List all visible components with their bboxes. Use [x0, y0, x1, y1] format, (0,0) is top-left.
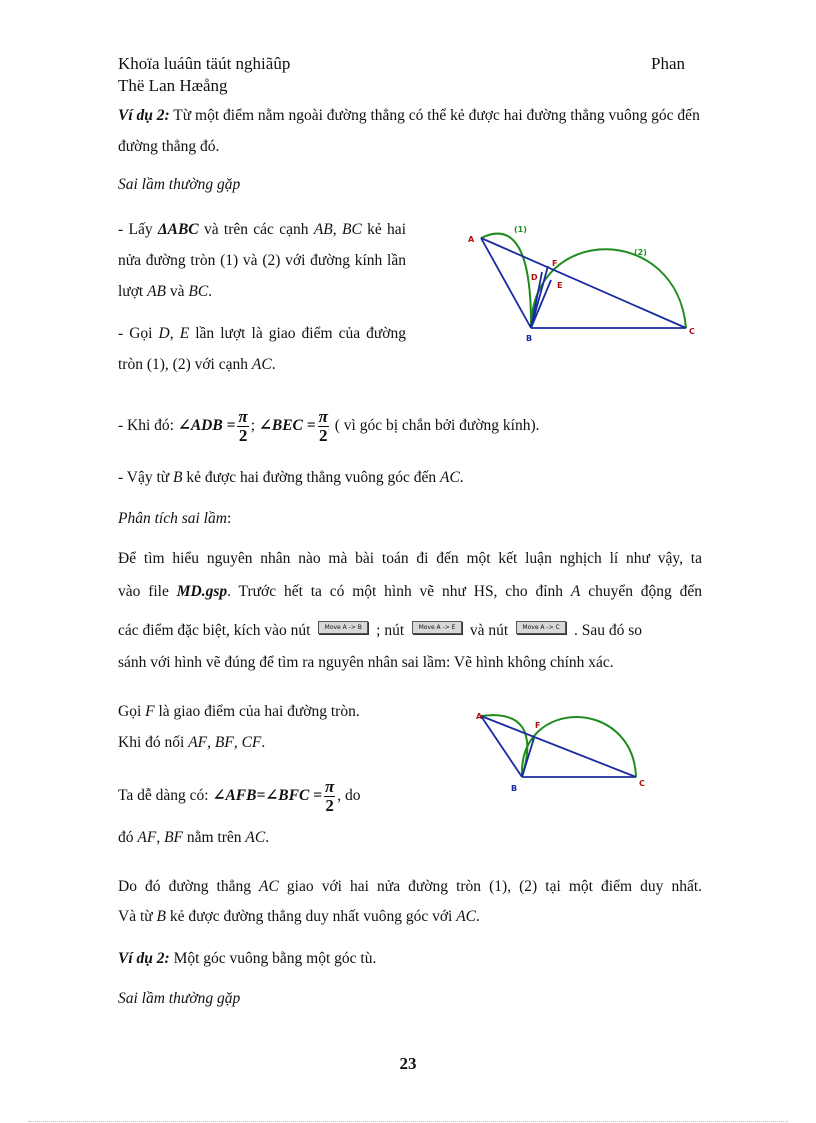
header-left-line1: Khoïa luáûn täút nghiãûp	[118, 54, 291, 73]
label-c: C	[639, 779, 645, 788]
label-a: A	[476, 712, 483, 721]
label-a: A	[468, 235, 475, 244]
figure-1-triangle-semicircles	[462, 208, 702, 348]
analysis-line-4: sánh với hình vẽ đúng để tìm ra nguyên nhân sai lầm: Vẽ hình không chính xác.	[118, 654, 614, 671]
label-b: B	[526, 334, 533, 343]
label-b: B	[511, 784, 518, 793]
triangle-abc: ΔABC	[157, 221, 199, 238]
file-name: MD.gsp	[176, 583, 228, 600]
step1-paragraph: - Lấy ΔABC và trên các cạnh AB, BC kẻ hai nửa đường tròn (1) và (2) với đường kính lần lượt AB và BC.	[118, 221, 406, 300]
analysis-line-2: vào file MD.gsp. Trước hết ta có một hình vẽ như HS, cho đỉnh A chuyển động đến	[118, 583, 703, 600]
step2-paragraph: - Gọi D, E lần lượt là giao điểm của đường tròn (1), (2) với cạnh AC.	[118, 325, 406, 373]
conclusion-line-2: Và từ B kẻ được đường thẳng duy nhất vuông góc với AC.	[118, 908, 480, 925]
label-d: D	[531, 273, 538, 282]
label-f: F	[535, 721, 541, 730]
conclusion-line-1: Do đó đường thẳng AC giao với hai nửa đường tròn (1), (2) tại một điểm duy nhất.	[118, 878, 703, 895]
analysis-heading: Phân tích sai lầm:	[118, 510, 232, 527]
segment-ac	[481, 716, 636, 777]
part2-line-2: Khi đó nối AF, BF, CF.	[118, 734, 266, 751]
part2-line-1: Gọi F là giao điểm của hai đường tròn.	[118, 703, 360, 720]
header-left-line2: Thë Lan Hæång	[118, 76, 228, 95]
move-a-to-e-button[interactable]: Move A -> E	[412, 621, 462, 634]
header-right-line1: Phan	[651, 54, 685, 73]
label-e: E	[557, 281, 563, 290]
common-mistake-heading-2: Sai lầm thường gặp	[118, 990, 241, 1007]
step3-paragraph: - Khi đó: ∠ADB = $\frac{\pi}{2}$ ; ∠BEC = $\frac{\pi}{2}$ ( vì góc bị chắn bởi đường kính).	[118, 406, 540, 445]
example1-text: Từ một điểm nằm ngoài đường thẳng có thể kẻ được hai đường thẳng vuông góc đến đường thẳng đó.	[118, 107, 700, 155]
example1-label: Ví dụ 2:	[118, 107, 170, 124]
analysis-line-1: Để tìm hiểu nguyên nhân nào mà bài toán đi đến một kết luận nghịch lí như vậy, ta	[118, 550, 702, 567]
segment-ab	[481, 716, 522, 777]
page-bottom-divider	[28, 1121, 788, 1122]
label-f: F	[552, 259, 558, 268]
fraction-pi-over-2: $\frac{\pi}{2}$	[325, 776, 335, 815]
example1-paragraph	[118, 100, 702, 162]
part2-line-3: Ta dễ dàng có: ∠AFB=∠BFC = $\frac{\pi}{2}$ , do	[118, 776, 361, 815]
step4-paragraph: - Vậy từ B kẻ được hai đường thẳng vuông góc đến AC.	[118, 469, 464, 486]
label-c: C	[689, 327, 695, 336]
fraction-pi-over-2: $\frac{\pi}{2}$	[238, 406, 248, 445]
fraction-pi-over-2: $\frac{\pi}{2}$	[318, 406, 328, 445]
segment-ab	[481, 238, 531, 328]
move-a-to-b-button[interactable]: Move A -> B	[318, 621, 368, 634]
example2-label: Ví dụ 2:	[118, 950, 170, 967]
page-number: 23	[399, 1054, 417, 1073]
label-circle-2: (2)	[634, 248, 647, 257]
figure-2-triangle-semicircles	[468, 705, 658, 797]
analysis-line-3: các điểm đặc biệt, kích vào nút Move A -> B ; nút Move A -> E và nút Move A -> C . Sau đó so	[118, 622, 642, 639]
move-a-to-c-button[interactable]: Move A -> C	[516, 621, 566, 634]
label-circle-1: (1)	[514, 225, 527, 234]
example2-text: Một góc vuông bằng một góc tù.	[169, 950, 377, 967]
part2-line-4: đó AF, BF nằm trên AC.	[118, 829, 270, 846]
common-mistake-heading-1: Sai lầm thường gặp	[118, 176, 241, 193]
example2-paragraph	[118, 948, 702, 969]
